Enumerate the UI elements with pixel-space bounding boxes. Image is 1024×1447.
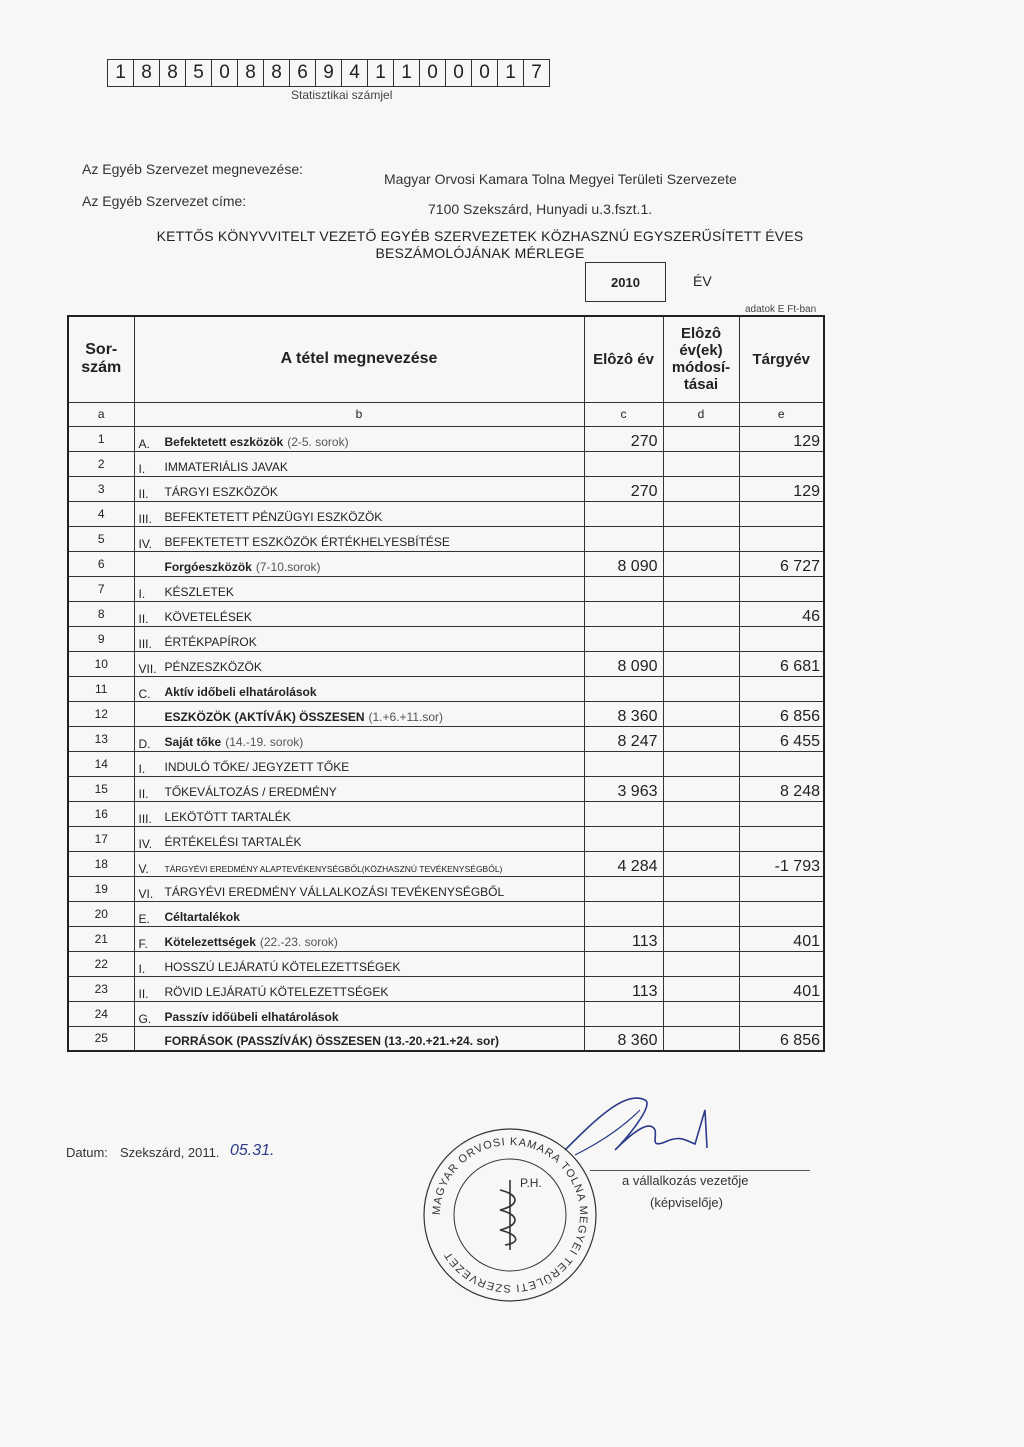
modification-value <box>663 801 739 826</box>
row-label: TÁRGYI ESZKÖZÖK <box>164 484 278 499</box>
prev-year-value: 270 <box>584 426 663 451</box>
stat-digit: 0 <box>446 60 472 86</box>
row-label-cell <box>134 851 584 876</box>
stat-digit: 1 <box>368 60 394 86</box>
row-label: PÉNZESZKÖZÖK <box>164 659 262 674</box>
table-row <box>68 626 824 651</box>
row-prefix: A. <box>138 436 150 451</box>
modification-value <box>663 426 739 451</box>
current-year-value: 6 681 <box>739 651 824 676</box>
row-label-cell <box>134 926 584 951</box>
prev-year-value: 3 963 <box>584 776 663 801</box>
row-label: LEKÖTÖTT TARTALÉK <box>164 809 291 824</box>
row-label-cell <box>134 901 584 926</box>
modification-value <box>663 901 739 926</box>
row-number: 21 <box>68 926 134 951</box>
year-box: 2010 <box>585 262 666 302</box>
row-label-cell <box>134 701 584 726</box>
table-row <box>68 501 824 526</box>
row-number: 24 <box>68 1001 134 1026</box>
modification-value <box>663 826 739 851</box>
modification-value <box>663 651 739 676</box>
row-label: Passzív időübeli elhatárolások <box>164 1009 339 1024</box>
prev-year-value <box>584 451 663 476</box>
row-prefix: G. <box>138 1011 152 1026</box>
current-year-value <box>739 901 824 926</box>
table-row <box>68 1001 824 1026</box>
modification-value <box>663 1001 739 1026</box>
modification-value <box>663 576 739 601</box>
modification-value <box>663 701 739 726</box>
modification-value <box>663 476 739 501</box>
modification-value <box>663 776 739 801</box>
row-label-cell <box>134 576 584 601</box>
row-label: INDULÓ TŐKE/ JEGYZETT TŐKE <box>164 759 350 774</box>
row-number: 23 <box>68 976 134 1001</box>
row-label: ÉRTÉKELÉSI TARTALÉK <box>164 834 302 849</box>
table-row <box>68 851 824 876</box>
current-year-value <box>739 626 824 651</box>
row-label-cell <box>134 601 584 626</box>
balance-sheet-table <box>67 315 825 1052</box>
table-row <box>68 751 824 776</box>
row-label: Kötelezettségek <box>164 934 256 949</box>
row-label: KÖVETELÉSEK <box>164 609 252 624</box>
prev-year-value: 8 360 <box>584 1026 663 1051</box>
date-value: Szekszárd, 2011. <box>120 1145 220 1160</box>
row-number: 4 <box>68 501 134 526</box>
current-year-value: -1 793 <box>739 851 824 876</box>
row-prefix: V. <box>138 861 149 876</box>
table-row <box>68 826 824 851</box>
stat-digit: 8 <box>264 60 290 86</box>
current-year-value: 401 <box>739 926 824 951</box>
table-row <box>68 951 824 976</box>
row-label: TÁRGYÉVI EREDMÉNY ALAPTEVÉKENYSÉGBŐL(KÖZHASZNÚ TEVÉKENYSÉGBŐL) <box>164 863 503 874</box>
row-label-cell <box>134 476 584 501</box>
prev-year-value: 113 <box>584 926 663 951</box>
row-prefix: VI. <box>138 886 154 901</box>
letter-c: c <box>584 402 663 426</box>
row-number: 5 <box>68 526 134 551</box>
row-number: 22 <box>68 951 134 976</box>
year-label: ÉV <box>693 273 712 289</box>
stat-digit: 5 <box>186 60 212 86</box>
row-number: 7 <box>68 576 134 601</box>
table-row <box>68 976 824 1001</box>
prev-year-value: 4 284 <box>584 851 663 876</box>
modification-value <box>663 976 739 1001</box>
org-address-label: Az Egyéb Szervezet címe: <box>82 193 247 209</box>
stat-digit: 7 <box>531 62 542 83</box>
row-label-cell <box>134 526 584 551</box>
row-number: 15 <box>68 776 134 801</box>
svg-text:MAGYAR ORVOSI KAMARA TOLNA MEG: MAGYAR ORVOSI KAMARA TOLNA MEGYEI TERÜLETI SZERVEZET <box>430 1135 590 1295</box>
row-number: 17 <box>68 826 134 851</box>
table-row <box>68 551 824 576</box>
table-row <box>68 476 824 501</box>
svg-text:P.H.: P.H. <box>520 1176 542 1190</box>
row-number: 6 <box>68 551 134 576</box>
row-number: 25 <box>68 1026 134 1051</box>
table-row <box>68 726 824 751</box>
table-row <box>68 801 824 826</box>
current-year-value: 6 856 <box>739 701 824 726</box>
stat-digit: 0 <box>472 60 498 86</box>
row-number: 16 <box>68 801 134 826</box>
modification-value <box>663 751 739 776</box>
row-number: 14 <box>68 751 134 776</box>
header-sorszam: Sor-szám <box>68 316 134 402</box>
letter-a: a <box>68 402 134 426</box>
row-label-cell <box>134 876 584 901</box>
row-number: 13 <box>68 726 134 751</box>
row-label-cell <box>134 951 584 976</box>
prev-year-value <box>584 501 663 526</box>
current-year-value <box>739 751 824 776</box>
table-row <box>68 451 824 476</box>
row-number: 8 <box>68 601 134 626</box>
row-label: HOSSZÚ LEJÁRATÚ KÖTELEZETTSÉGEK <box>164 959 401 974</box>
current-year-value <box>739 451 824 476</box>
modification-value <box>663 601 739 626</box>
row-prefix: III. <box>138 636 152 651</box>
row-prefix: D. <box>138 736 151 751</box>
row-prefix: I. <box>138 461 146 476</box>
prev-year-value <box>584 601 663 626</box>
table-row <box>68 1026 824 1051</box>
stat-digit: 9 <box>316 60 342 86</box>
row-prefix: IV. <box>138 836 153 851</box>
table-row <box>68 426 824 451</box>
prev-year-value: 8 090 <box>584 651 663 676</box>
header-prev-year: Elôzô év <box>584 316 663 402</box>
stat-digit: 1 <box>394 60 420 86</box>
row-label: FORRÁSOK (PASSZÍVÁK) ÖSSZESEN (13.-20.+21.+24. sor) <box>164 1034 500 1048</box>
signatory-role: a vállalkozás vezetője <box>622 1173 749 1188</box>
row-prefix: E. <box>138 911 150 926</box>
table-row <box>68 676 824 701</box>
row-prefix: F. <box>138 936 148 951</box>
date-label: Datum: <box>66 1145 108 1160</box>
row-number: 1 <box>68 426 134 451</box>
row-prefix: II. <box>138 611 149 626</box>
stat-digit: 1 <box>498 60 524 86</box>
statistical-number-caption: Statisztikai számjel <box>291 88 393 102</box>
header-modifications: Elôzô év(ek) módosí-tásai <box>663 316 739 402</box>
row-prefix: I. <box>138 961 146 976</box>
row-prefix: II. <box>138 786 149 801</box>
row-prefix: I. <box>138 586 146 601</box>
row-prefix: C. <box>138 686 151 701</box>
modification-value <box>663 1026 739 1051</box>
current-year-value <box>739 801 824 826</box>
row-prefix: VII. <box>138 661 157 676</box>
current-year-value <box>739 501 824 526</box>
row-label-cell <box>134 676 584 701</box>
prev-year-value <box>584 626 663 651</box>
row-label: ÉRTÉKPAPÍROK <box>164 634 257 649</box>
row-number: 19 <box>68 876 134 901</box>
row-label-cell <box>134 801 584 826</box>
modification-value <box>663 626 739 651</box>
row-number: 2 <box>68 451 134 476</box>
prev-year-value <box>584 526 663 551</box>
letter-e: e <box>739 402 824 426</box>
org-address-value: 7100 Szekszárd, Hunyadi u.3.fszt.1. <box>428 201 653 217</box>
prev-year-value: 8 090 <box>584 551 663 576</box>
table-row <box>68 701 824 726</box>
row-prefix: IV. <box>138 536 153 551</box>
current-year-value <box>739 526 824 551</box>
stat-digit: 8 <box>160 60 186 86</box>
row-prefix: I. <box>138 761 146 776</box>
row-label: TŐKEVÁLTOZÁS / EREDMÉNY <box>164 784 337 799</box>
table-row <box>68 901 824 926</box>
prev-year-value <box>584 876 663 901</box>
row-label: Forgóeszközök <box>164 559 252 574</box>
row-number: 3 <box>68 476 134 501</box>
row-label: IMMATERIÁLIS JAVAK <box>164 459 288 474</box>
title-line-1: KETTŐS KÖNYVVITELT VEZETŐ EGYÉB SZERVEZETEK KÖZHASZNÚ EGYSZERŰSÍTETT ÉVES <box>156 228 804 244</box>
current-year-value: 401 <box>739 976 824 1001</box>
row-label: RÖVID LEJÁRATÚ KÖTELEZETTSÉGEK <box>164 984 389 999</box>
stat-digit: 4 <box>342 60 368 86</box>
current-year-value <box>739 826 824 851</box>
current-year-value: 8 248 <box>739 776 824 801</box>
row-note: (2-5. sorok) <box>287 434 349 449</box>
row-label-cell <box>134 626 584 651</box>
prev-year-value: 8 247 <box>584 726 663 751</box>
table-row <box>68 776 824 801</box>
org-name-label: Az Egyéb Szervezet megnevezése: <box>82 161 304 177</box>
row-prefix: II. <box>138 986 149 1001</box>
stat-digit: 0 <box>212 60 238 86</box>
modification-value <box>663 951 739 976</box>
stat-digit: 0 <box>420 60 446 86</box>
row-number: 20 <box>68 901 134 926</box>
prev-year-value: 270 <box>584 476 663 501</box>
current-year-value <box>739 951 824 976</box>
row-number: 10 <box>68 651 134 676</box>
letter-d: d <box>663 402 739 426</box>
prev-year-value <box>584 576 663 601</box>
table-header-row <box>68 316 824 402</box>
row-prefix: III. <box>138 811 152 826</box>
current-year-value: 6 727 <box>739 551 824 576</box>
current-year-value <box>739 1001 824 1026</box>
row-prefix: II. <box>138 486 149 501</box>
prev-year-value: 113 <box>584 976 663 1001</box>
modification-value <box>663 451 739 476</box>
row-label-cell <box>134 776 584 801</box>
prev-year-value <box>584 1001 663 1026</box>
row-number: 18 <box>68 851 134 876</box>
modification-value <box>663 676 739 701</box>
table-letter-row <box>68 402 824 426</box>
signature-line <box>590 1170 810 1171</box>
current-year-value: 6 856 <box>739 1026 824 1051</box>
unit-note: adatok E Ft-ban <box>745 304 817 315</box>
row-label: Saját tőke <box>164 734 222 749</box>
modification-value <box>663 726 739 751</box>
table-row <box>68 601 824 626</box>
modification-value <box>663 501 739 526</box>
stat-digit: 1 <box>108 60 134 86</box>
row-number: 9 <box>68 626 134 651</box>
row-label-cell <box>134 426 584 451</box>
row-label-cell <box>134 551 584 576</box>
current-year-value <box>739 676 824 701</box>
statistical-number-boxes <box>107 59 550 87</box>
prev-year-value <box>584 676 663 701</box>
modification-value <box>663 851 739 876</box>
row-note: (22.-23. sorok) <box>259 934 338 949</box>
row-number: 12 <box>68 701 134 726</box>
stat-digit: 8 <box>134 60 160 86</box>
modification-value <box>663 876 739 901</box>
row-label: TÁRGYÉVI EREDMÉNY VÁLLALKOZÁSI TEVÉKENYSÉGBŐL <box>164 884 505 899</box>
row-label-cell <box>134 726 584 751</box>
prev-year-value <box>584 801 663 826</box>
current-year-value: 129 <box>739 426 824 451</box>
row-label: Befektetett eszközök <box>164 434 284 449</box>
stat-digit: 6 <box>290 60 316 86</box>
table-row <box>68 926 824 951</box>
prev-year-value: 8 360 <box>584 701 663 726</box>
current-year-value <box>739 876 824 901</box>
table-row <box>68 576 824 601</box>
row-label-cell <box>134 826 584 851</box>
row-label-cell <box>134 451 584 476</box>
modification-value <box>663 526 739 551</box>
prev-year-value <box>584 751 663 776</box>
row-label: BEFEKTETETT PÉNZÜGYI ESZKÖZÖK <box>164 509 383 524</box>
table-row <box>68 651 824 676</box>
prev-year-value <box>584 901 663 926</box>
row-note: (7-10.sorok) <box>255 559 321 574</box>
row-number: 11 <box>68 676 134 701</box>
prev-year-value <box>584 951 663 976</box>
header-current-year: Tárgyév <box>739 316 824 402</box>
row-label: Aktív időbeli elhatárolások <box>164 684 317 699</box>
official-stamp <box>420 1125 600 1305</box>
current-year-value: 46 <box>739 601 824 626</box>
current-year-value: 129 <box>739 476 824 501</box>
row-note: (14.-19. sorok) <box>225 734 304 749</box>
modification-value <box>663 926 739 951</box>
org-name-value: Magyar Orvosi Kamara Tolna Megyei Területi Szervezete <box>384 171 737 187</box>
header-name: A tétel megnevezése <box>134 316 584 402</box>
title-line-2: BESZÁMOLÓJÁNAK MÉRLEGE <box>375 245 585 261</box>
row-prefix: III. <box>138 511 152 526</box>
current-year-value: 6 455 <box>739 726 824 751</box>
row-label: BEFEKTETETT ESZKÖZÖK ÉRTÉKHELYESBÍTÉSE <box>164 534 450 549</box>
table-row <box>68 876 824 901</box>
row-label: KÉSZLETEK <box>164 584 234 599</box>
row-label-cell <box>134 751 584 776</box>
prev-year-value <box>584 826 663 851</box>
row-label-cell <box>134 651 584 676</box>
row-label-cell <box>134 1026 584 1051</box>
letter-b: b <box>134 402 584 426</box>
current-year-value <box>739 576 824 601</box>
row-note: (1.+6.+11.sor) <box>368 709 443 724</box>
table-row <box>68 526 824 551</box>
signatory-role-sub: (képviselője) <box>650 1195 723 1210</box>
date-handwritten: 05.31. <box>230 1142 275 1159</box>
row-label-cell <box>134 1001 584 1026</box>
modification-value <box>663 551 739 576</box>
row-label: Céltartalékok <box>164 909 240 924</box>
row-label: ESZKÖZÖK (AKTÍVÁK) ÖSSZESEN <box>164 709 365 724</box>
stat-digit: 8 <box>238 60 264 86</box>
row-label-cell <box>134 501 584 526</box>
row-label-cell <box>134 976 584 1001</box>
